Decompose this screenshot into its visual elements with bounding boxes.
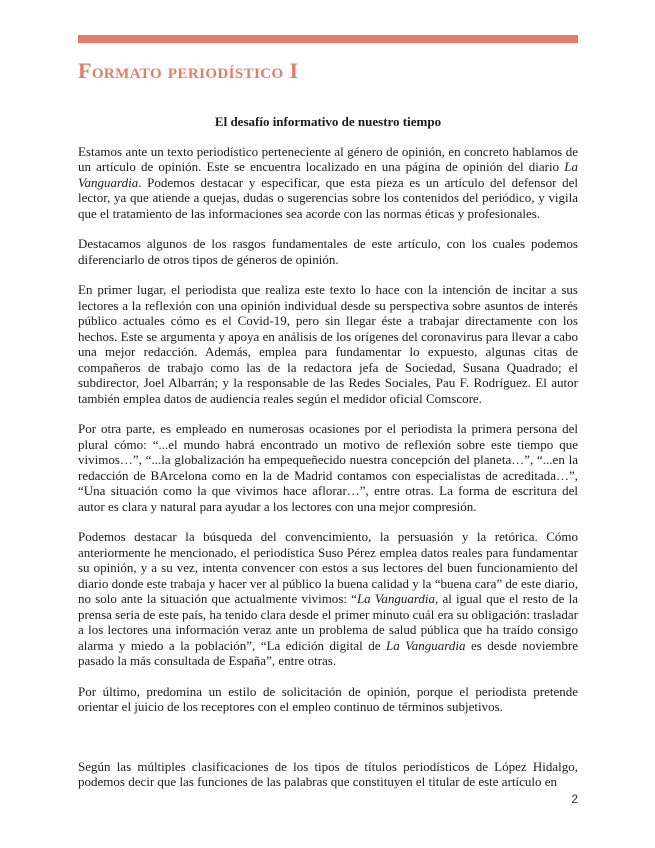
paragraph-5: Podemos destacar la búsqueda del convencimiento, la persuasión y la retórica. Cómo anteriormente he mencionado, el periodística Suso Pérez emplea datos reales para fundamentar su opinión, y a su vez, intenta convencer con estos a sus lectores del buen funcionamiento del diario donde este trabaja y hacer ver al público la buena calidad y la “buena cara” de este diario, no solo ante la situación que actualmente vivimos: “La Vanguardia, al igual que el resto de la prensa seria de este país, ha tenido clara desde el primer minuto cuál era su obligación: trasladar a los lectores una información veraz ante un problema de salud pública que ha traído consigo alarma y miedo a la población”, “La edición digital de La Vanguardia es desde noviembre pasado la más consultada de España”, entre otras. [78, 529, 579, 668]
article-subtitle: El desafío informativo de nuestro tiempo [214, 114, 442, 129]
paragraph-2: Destacamos algunos de los rasgos fundamentales de este artículo, con los cuales podemos diferenciarlo de otros tipos de géneros de opinión. [78, 236, 578, 267]
paragraph-6: Por último, predomina un estilo de solicitación de opinión, porque el periodista pretende orientar el juicio de los receptores con el empleo continuo de términos subjetivos. [78, 683, 578, 714]
paragraph-7: Según las múltiples clasificaciones de los tipos de títulos periodísticos de López Hidalgo, podemos decir que las funciones de las palabras que constituyen el titular de este artículo en [78, 758, 578, 789]
section-title: Formato periodístico I [78, 58, 299, 83]
header-rule [78, 35, 578, 43]
paragraph-3: En primer lugar, el periodista que realiza este texto lo hace con la intención de incitar a sus lectores a la reflexión con una opinión individual desde su perspectiva sobre asuntos de interés público actuales cómo es el Covid-19, pero sin llegar éste a trabajar directamente con los hechos. Este se argumenta y apoya en análisis de los orígenes del coronavirus para llevar a cabo una mejor redacción. Además, emplea para fundamentar lo expuesto, algunas citas de compañeros de trabajo como las de la redactora jefa de Sociedad, Susana Quadrado; el subdirector, Joel Albarrán; y la responsable de las Redes Sociales, Pau F. Rodríguez. El autor también emplea datos de audiencia reales según el medidor oficial Comscore. [78, 282, 578, 406]
document-body [78, 114, 578, 805]
paragraph-1: Estamos ante un texto periodístico perteneciente al género de opinión, en concreto hablamos de un artículo de opinión. Este se encuentra localizado en una página de opinión del diario La Vanguardia. Podemos destacar y especificar, que esta pieza es un artículo del defensor del lector, ya que atiende a quejas, dudas o sugerencias sobre los contenidos del periódico, y vigila que el tratamiento de las informaciones sea acorde con las normas éticas y profesionales. [78, 143, 578, 221]
paragraph-4: Por otra parte, es empleado en numerosas ocasiones por el periodista la primera persona del plural cómo: “...el mundo habrá encontrado un motivo de reflexión sobre este tiempo que vivimos…”, “...la globalización ha empequeñecido nuestra concepción del planeta…”, “...en la redacción de BArcelona como en la de Madrid contamos con especialistas de acreditada…”, “Una situación como la que vivimos hace aflorar…”, entre otras. La forma de escritura del autor es clara y natural para ayudar a los lectores con una mejor compresión. [78, 421, 578, 514]
page-number: 2 [571, 792, 578, 806]
